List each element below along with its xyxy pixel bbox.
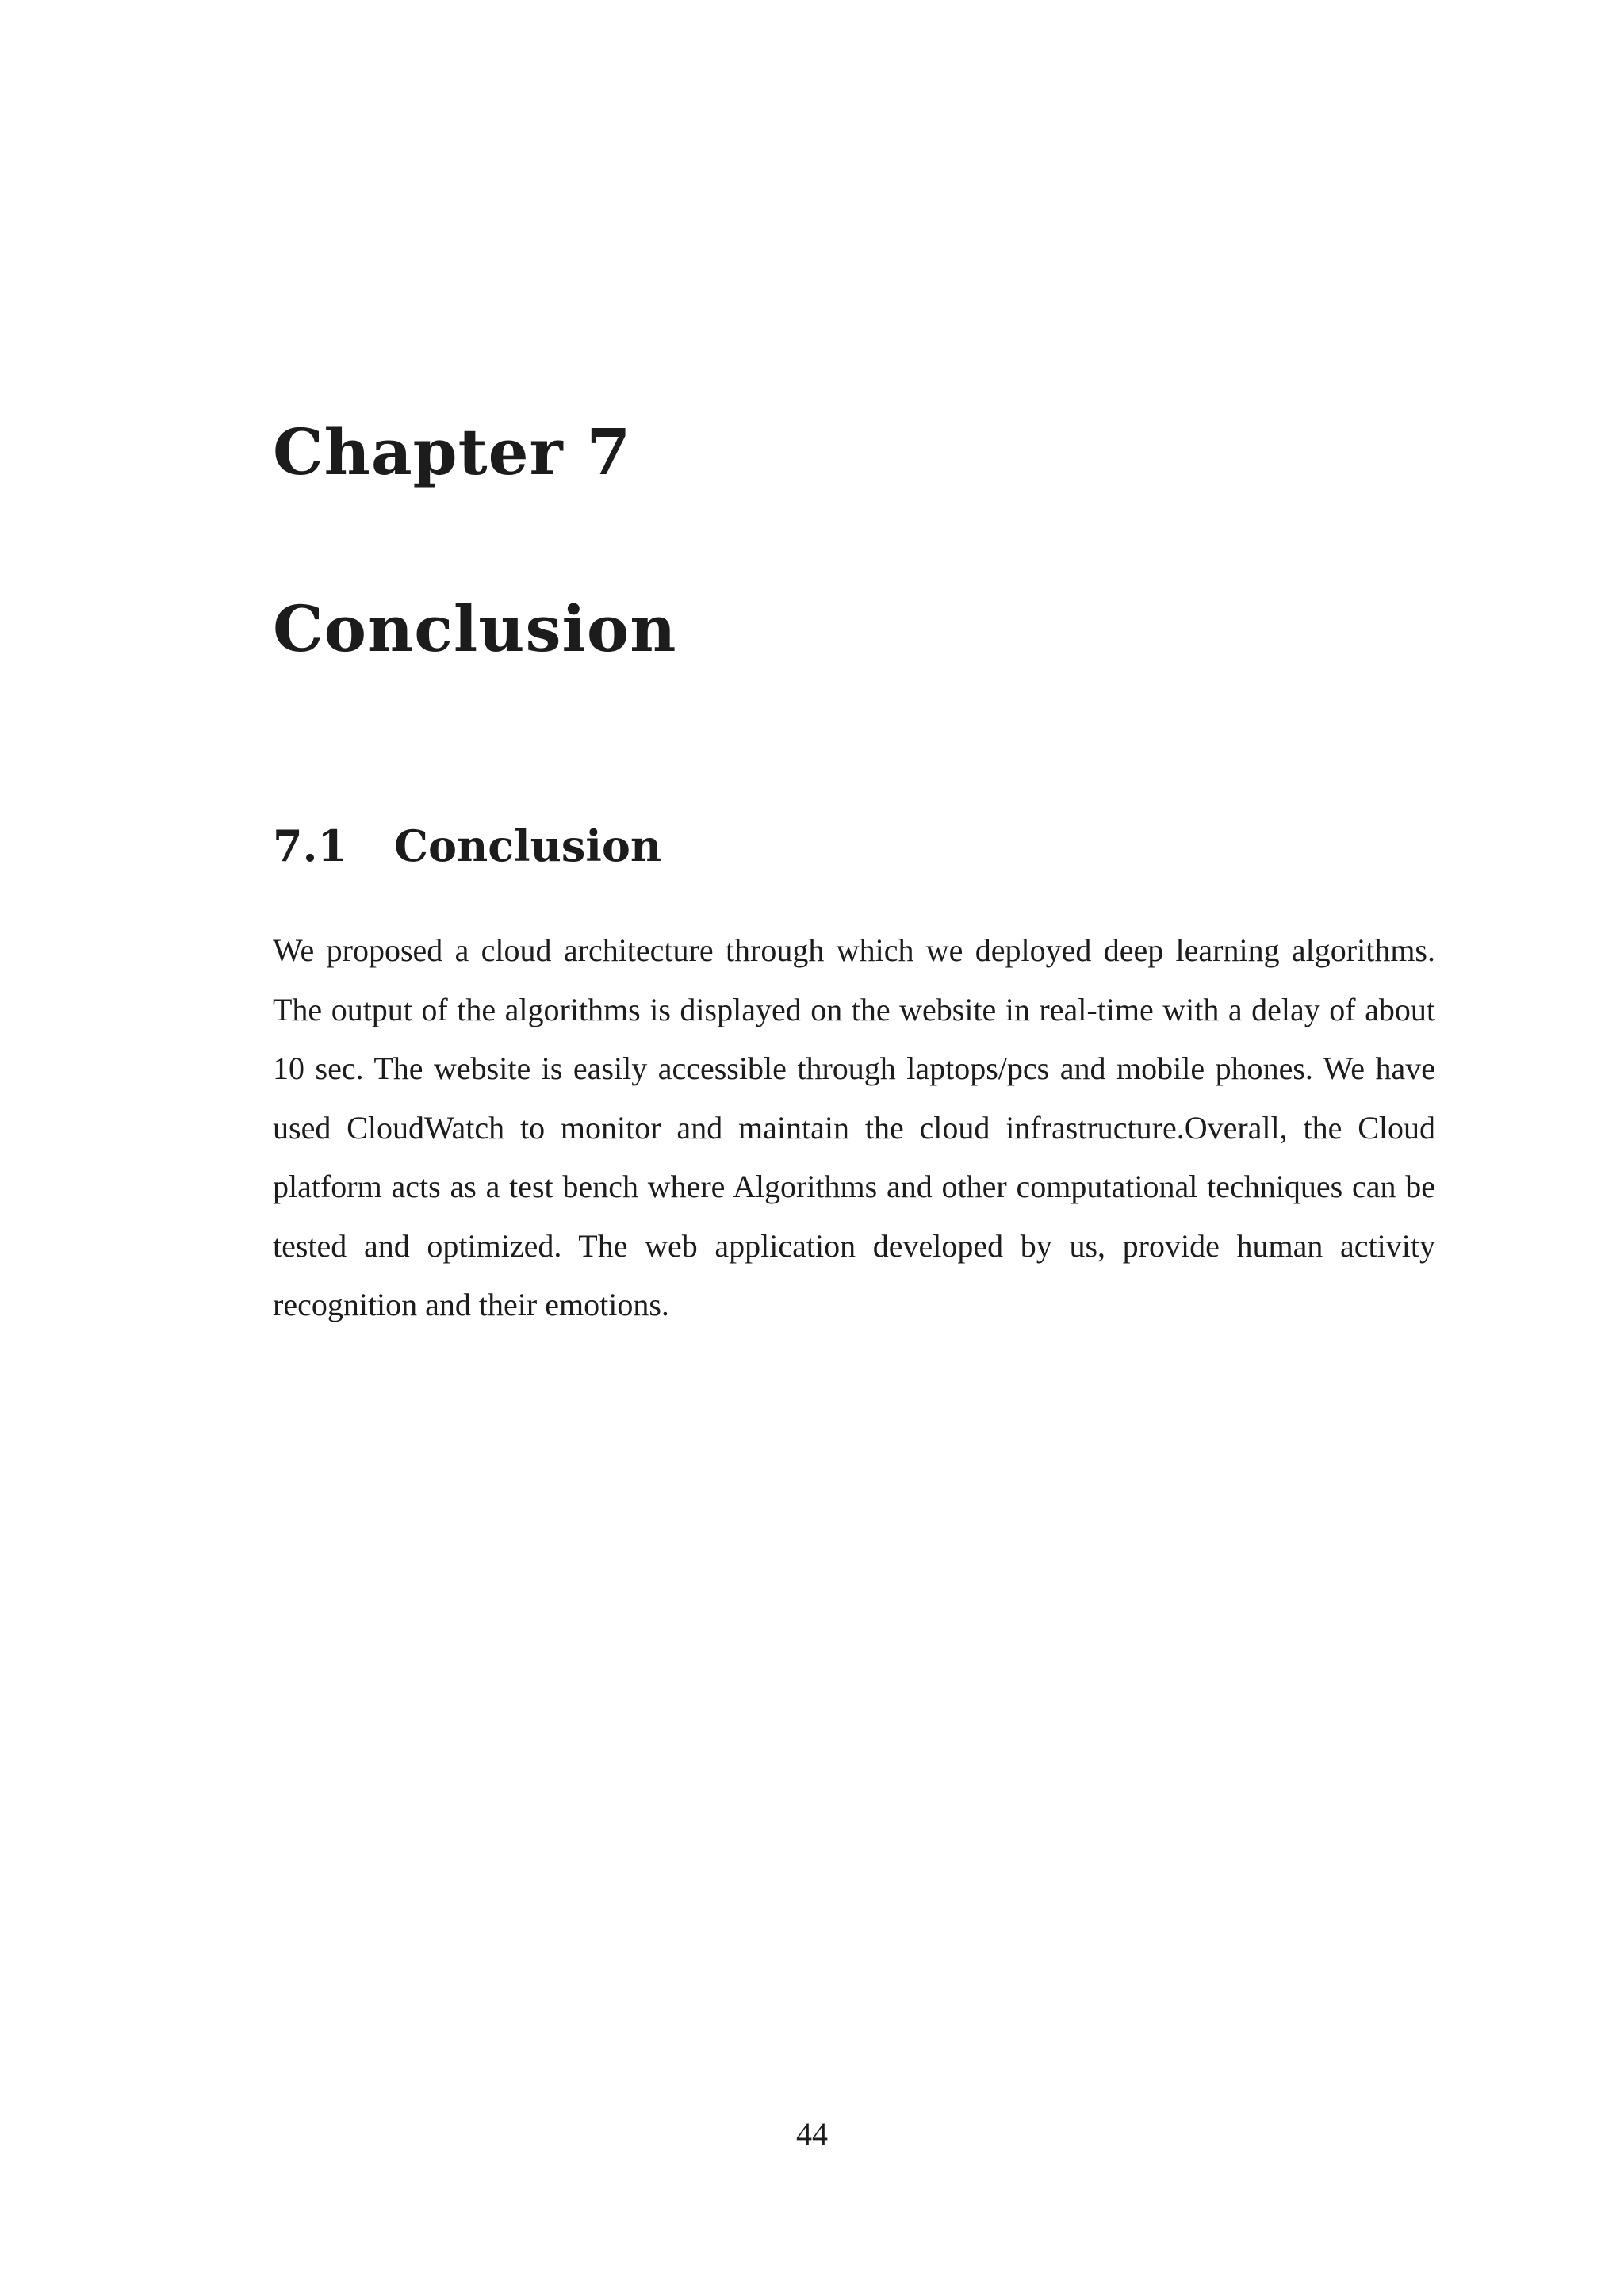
- section-body-paragraph: We proposed a cloud architecture through which we deployed deep learning algorithms. The output of the algorithms is displayed on the website in real-time with a delay of about 10 sec. The website is easily accessible through laptops/pcs and mobile phones. We have used CloudWatch to monitor and maintain the cloud infrastructure.Overall, the Cloud platform acts as a test bench where Algorithms and other computational techniques can be tested and optimized. The web application developed by us, provide human activity recognition and their emotions.: [273, 932, 1435, 1322]
- section-number: 7.1: [273, 821, 347, 871]
- section-heading: [273, 821, 662, 871]
- chapter-label: Chapter 7: [273, 415, 632, 489]
- page-number: 44: [796, 2116, 828, 2152]
- chapter-title: Conclusion: [273, 591, 677, 666]
- section-title: Conclusion: [394, 821, 662, 871]
